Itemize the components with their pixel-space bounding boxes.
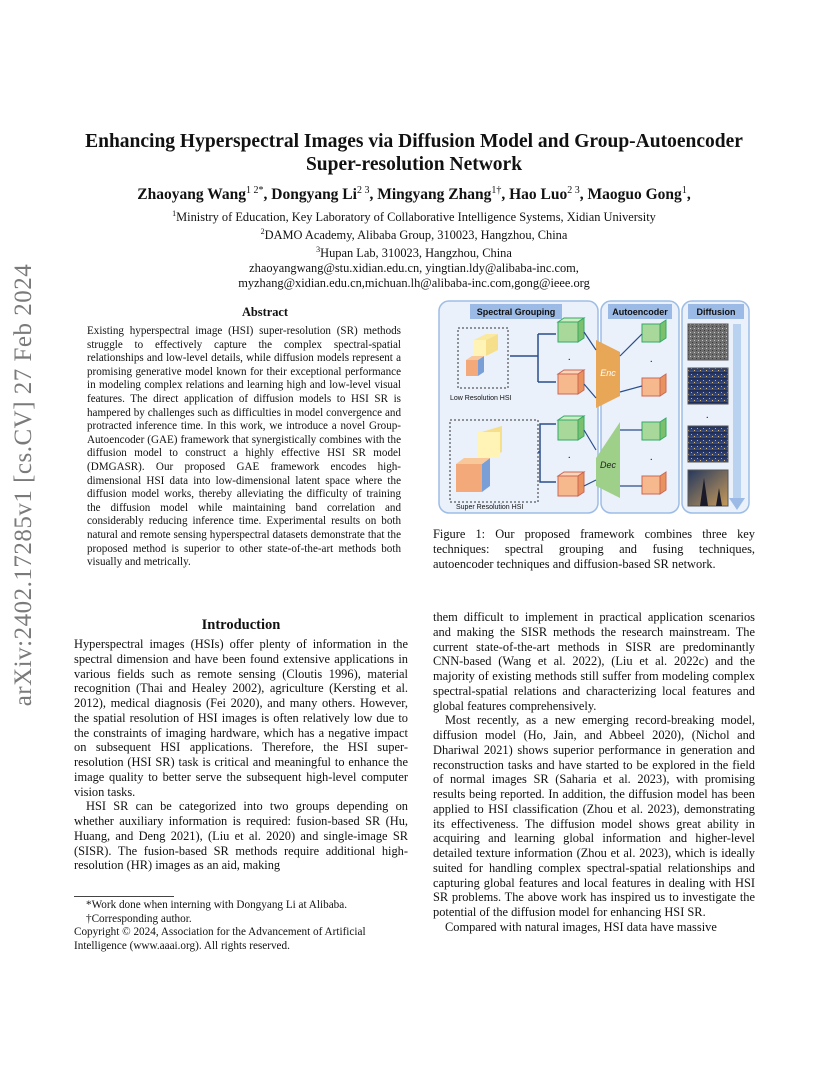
- diffusion-step-image: [688, 368, 728, 404]
- low-res-label: Low Resolution HSI: [450, 395, 512, 402]
- affiliation-1: Ministry of Education, Key Laboratory of Collaborative Intelligence Systems, Xidian University: [176, 210, 656, 225]
- figure-caption: Figure 1: Our proposed framework combines three key techniques: spectral grouping and fusing techniques, autoencoder techniques and diffusion-based SR network.: [433, 527, 755, 571]
- intro-paragraph-1: Hyperspectral images (HSIs) offer plenty of information in the spectral dimension and have been found extensive applications in various fields such as remote sensing (Cloutis 1996), material recognition (Thai and Healey 2002), agriculture (Kersting et al. 2012), medical diagnosis (Fei 2020), and many others. However, the spatial resolution of HSI images is often relatively low due to the constraints of imaging hardware, which has a negative impact on subsequent HSI applications. Therefore, the HSI super-resolution (HSI SR) task is critical and meaningful to enhance the image quality to better serve the subsequent high-level computer vision tasks.: [74, 637, 408, 799]
- right-column-body: [433, 610, 755, 935]
- affiliations: $^1$Ministry of Education, Key Laboratory of Collaborative Intelligence Systems, Xidian University $^2$DAMO Academy, Alibaba Group, 310023, Hangzhou, China $^3$Hupan Lab, 310023, Hangzhou, China zhaoyangwang@stu.xidian.edu.cn, yingtian.ldy@alibaba-inc.com, myzhang@xidian.edu.cn,michuan.lh@alibaba-inc.com,gong@ieee.org: [74, 207, 754, 290]
- emails-line-2: myzhang@xidian.edu.cn,michuan.lh@alibaba-inc.com,gong@ieee.org: [238, 275, 590, 290]
- emails-line-1: zhaoyangwang@stu.xidian.edu.cn, yingtian.ldy@alibaba-inc.com,: [249, 260, 579, 275]
- svg-text:.: .: [568, 450, 571, 461]
- autoencoder-label: Autoencoder: [612, 307, 668, 317]
- title-line-1: Enhancing Hyperspectral Images via Diffusion Model and Group-Autoencoder: [85, 131, 743, 152]
- diffusion-partial-image: [688, 426, 728, 462]
- right-paragraph-2: Most recently, as a new emerging record-breaking model, diffusion model (Ho, Jain, and Abbeel 2020), (Nichol and Dhariwal 2021) shows superior performance in generation and reconstruction tasks and have started to be explored in the field of normal images SR (Saharia et al. 2023), with promising results being reported. In addition, the diffusion model has been applied to HSI classification (Zhou et al. 2023), demonstrating its effectiveness. The diffusion model shows great ability in acquiring and learning global information and higher-level detailed texture information (Zhou et al. 2023), which is ideally suited for handling complex spectral-spatial relationships and capturing global features and local features in dealing with HSI SR problems. The above work has inspired us to investigate the potential of the diffusion model for enhancing HSI SR.: [433, 713, 755, 919]
- dec-label: Dec: [599, 460, 617, 470]
- abstract-body: [87, 325, 401, 570]
- author-list: Zhaoyang Wang$^{1 2*}$, Dongyang $Li^{2 3}$, Mingyang Zhang$^{1\dagger}$, Hao Luo$^{2 3}$, Maoguo Gong$^1$,: [137, 185, 691, 204]
- svg-text:.: .: [650, 354, 653, 365]
- figure-1: [438, 300, 750, 515]
- footnote-rule: [74, 896, 174, 897]
- enc-label: Enc: [600, 368, 616, 378]
- arxiv-stamp: [4, 263, 44, 707]
- diffusion-label: Diffusion: [696, 307, 736, 317]
- svg-text:.: .: [568, 352, 571, 363]
- paper-title: [74, 130, 754, 176]
- footnote-2: †Corresponding author.: [86, 912, 192, 925]
- footnote-1: *Work done when interning with Dongyang Li at Alibaba.: [86, 899, 348, 911]
- intro-paragraph-2: HSI SR can be categorized into two groups depending on whether auxiliary information is required: fusion-based SR (Hu, Huang, and Deng 2021), (Liu et al. 2020) and single-image SR (SISR). The fusion-based SR methods require additional high-resolution (HR) images as an aid, making: [74, 799, 408, 873]
- introduction-body: [74, 637, 408, 873]
- copyright: Copyright © 2024, Association for the Advancement of Artificial Intelligence (www.aaai.org). All rights reserved.: [74, 926, 366, 952]
- author-name: Hao Luo: [509, 186, 568, 204]
- author-sup: 1 2*: [246, 185, 264, 196]
- spectral-grouping-label: Spectral Grouping: [476, 307, 556, 317]
- affiliation-2: DAMO Academy, Alibaba Group, 310023, Hangzhou, China: [264, 228, 568, 243]
- svg-text:.: .: [706, 410, 709, 421]
- author-sup: 1: [681, 185, 687, 196]
- author-sup: 2 3: [356, 185, 370, 196]
- author-name: Maoguo Gong: [587, 186, 682, 204]
- arxiv-id: arXiv:2402.17285v1 [cs.CV] 27 Feb 2024: [10, 263, 37, 707]
- author-sup: 1†: [491, 185, 502, 196]
- author-sup: 2 3: [567, 185, 580, 196]
- right-paragraph-1: them difficult to implement in practical application scenarios and making the SISR methods the research mainstream. The current state-of-the-art methods in SISR are predominantly CNN-based (Wang et al. 2022), (Liu et al. 2022c) and the majority of existing methods still suffer from modeling complex spectral-spatial relations and characterizing local features and global features comprehensively.: [433, 610, 755, 713]
- super-res-label: Super Resolution HSI: [456, 504, 524, 511]
- footnotes: [74, 899, 408, 953]
- svg-text:.: .: [650, 452, 653, 463]
- diffusion-noise-image: [688, 324, 728, 360]
- author-name: Dongyang Li: [271, 186, 357, 204]
- framework-diagram: [438, 300, 750, 515]
- diffusion-arrow: [733, 324, 741, 500]
- abstract-heading: Abstract: [241, 305, 289, 319]
- author-name: Mingyang Zhang: [377, 186, 492, 204]
- author-name: Zhaoyang Wang: [137, 186, 246, 204]
- abstract-text: Existing hyperspectral image (HSI) super-resolution (SR) methods struggle to effectively capture the complex spectral-spatial relationships and low-level details, while diffusion models represent a promising generative model known for their exceptional performance in modeling complex relations and learning high and low-level visual features. The direct application of diffusion models to HSI SR is hampered by challenges such as difficulties in model convergence and protracted inference time. In this work, we introduce a novel Group-Autoencoder (GAE) framework that synergistically combines with the diffusion model to construct a highly effective HSI SR model (DMGASR). Our proposed GAE framework encodes high-dimensional HSI data into low-dimensional latent space where the diffusion model works, thereby alleviating the difficulty of training the diffusion model while maintaining band correlation and considerably reducing inference time. Experimental results on both natural and remote sensing hyperspectral datasets demonstrate that the proposed method is superior to other state-of-the-art methods both visually and metrically.: [87, 325, 401, 569]
- title-line-2: Super-resolution Network: [305, 154, 523, 175]
- introduction-heading: Introduction: [201, 617, 281, 633]
- diffusion-output-image: [688, 470, 728, 506]
- right-paragraph-3: Compared with natural images, HSI data have massive: [445, 919, 717, 934]
- affiliation-3: Hupan Lab, 310023, Hangzhou, China: [320, 245, 512, 260]
